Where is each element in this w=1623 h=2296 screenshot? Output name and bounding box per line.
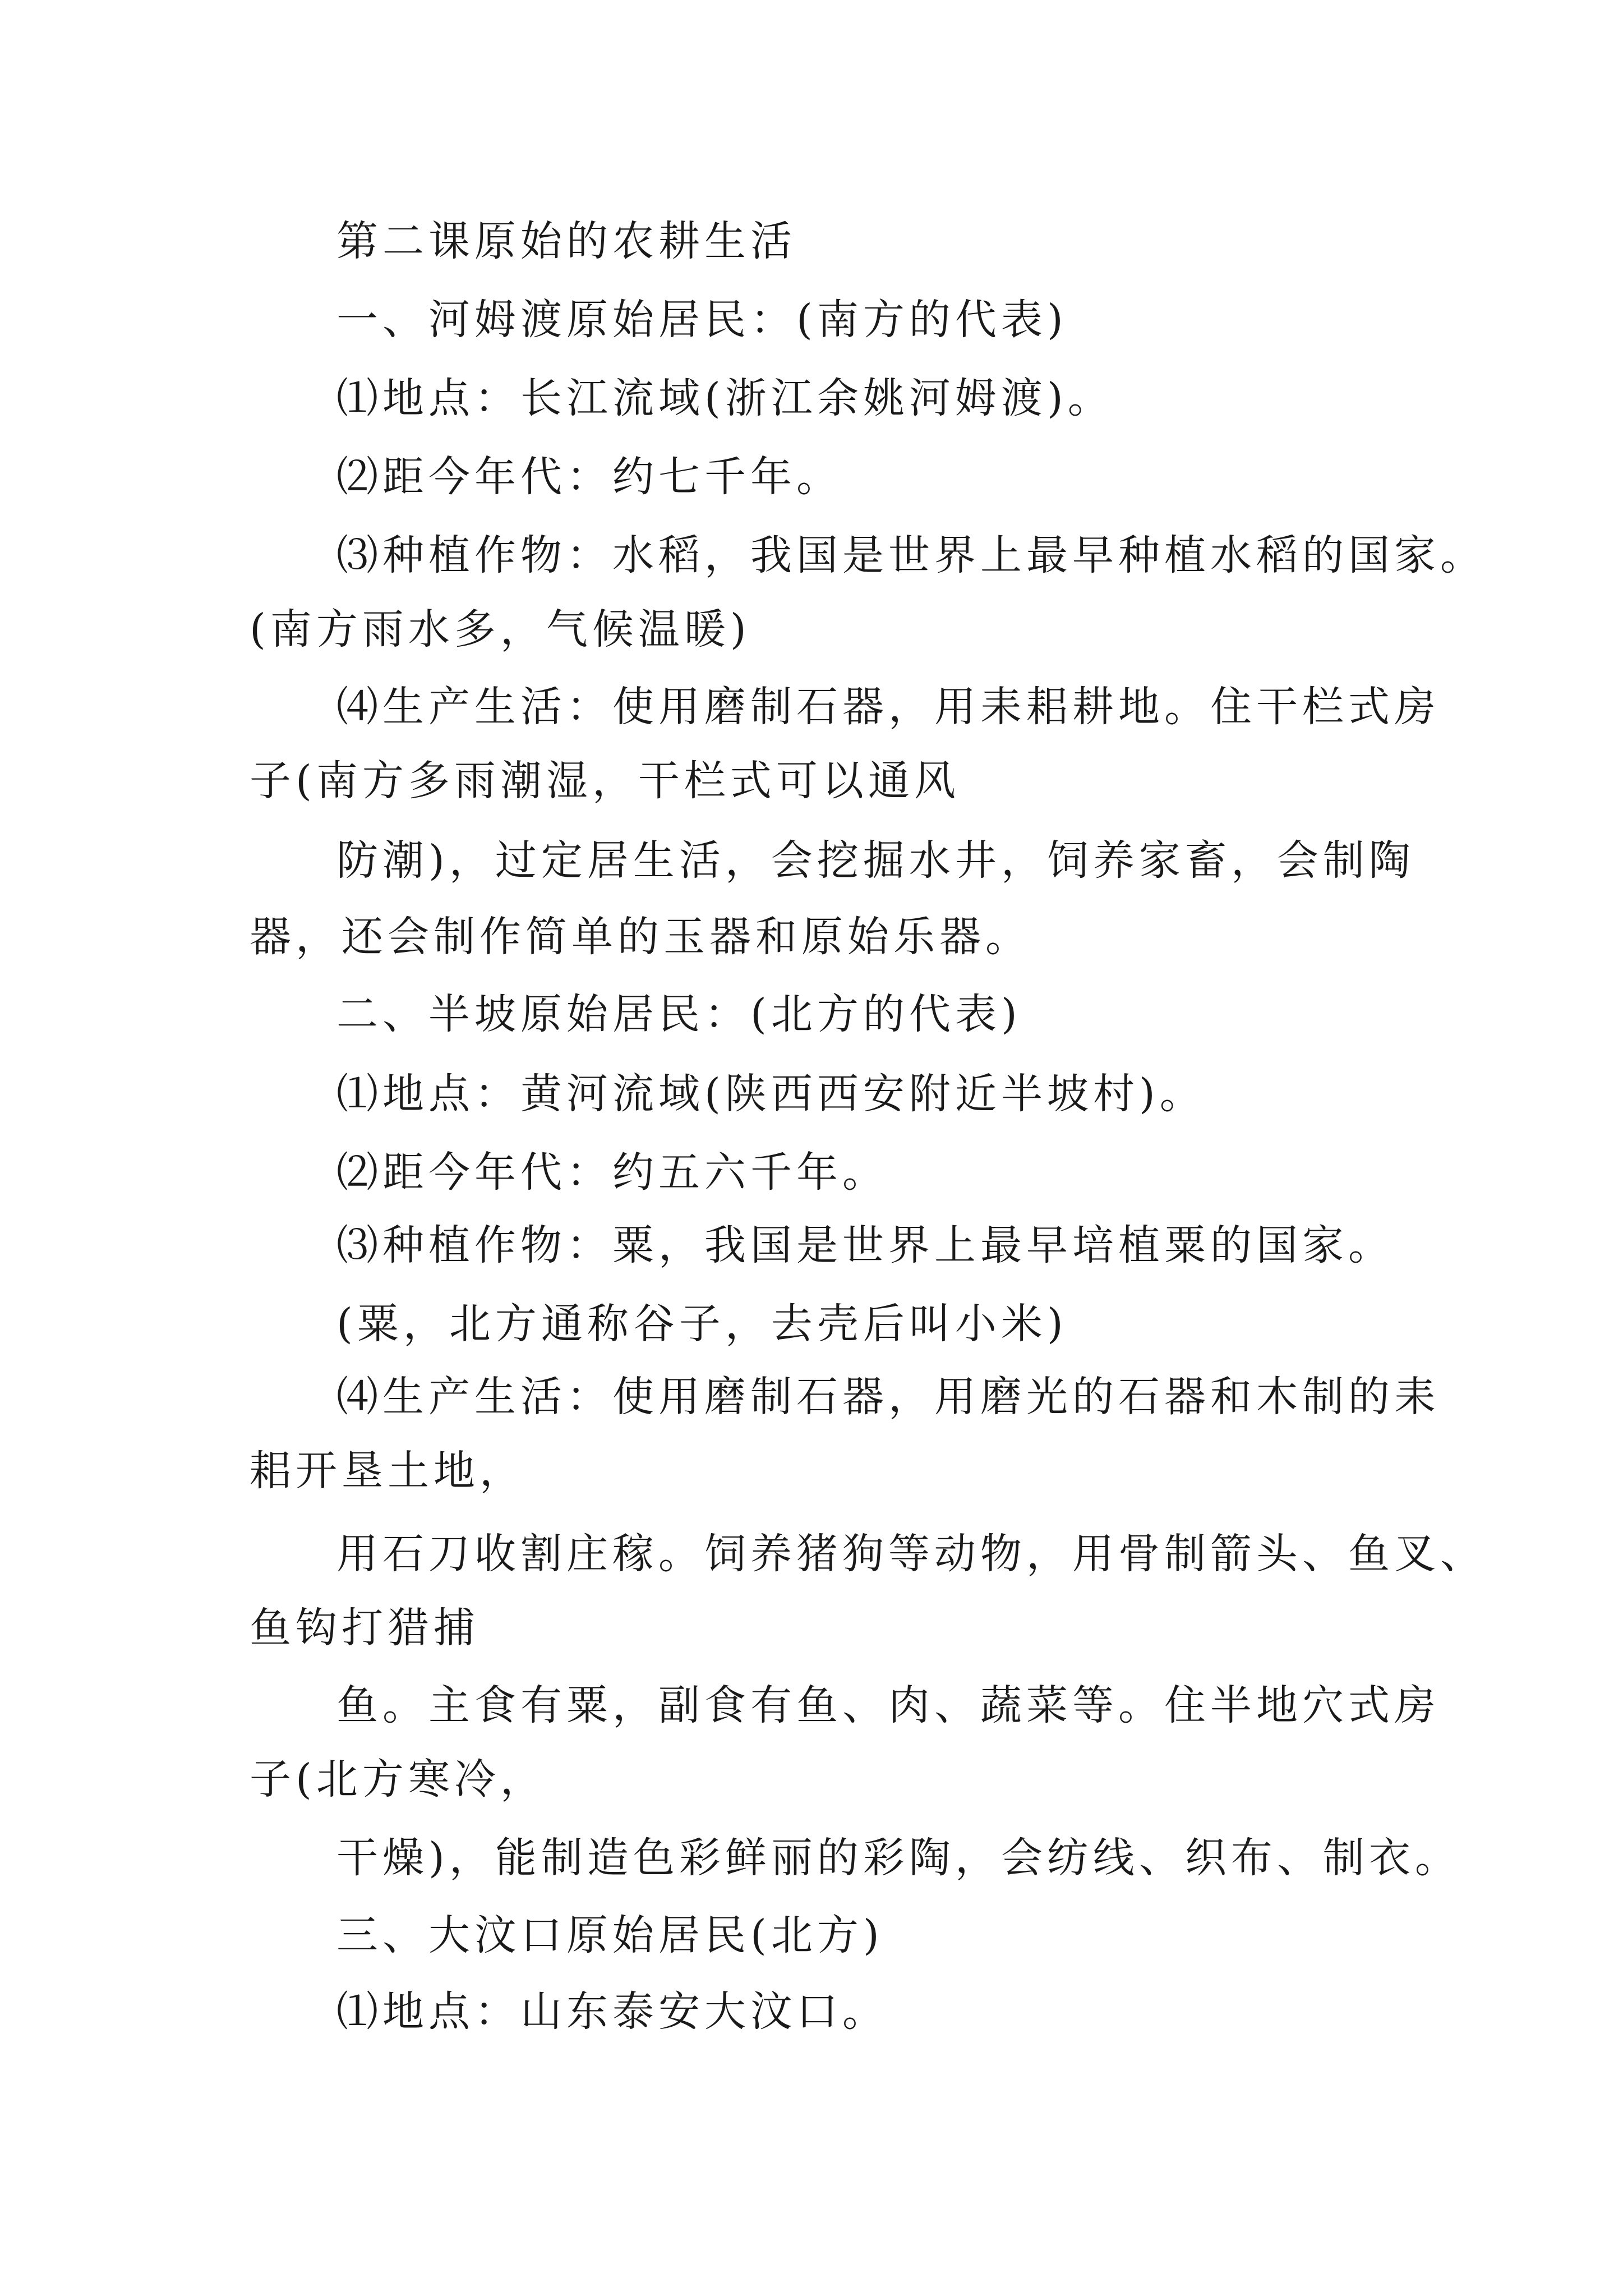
section-heading: 二、半坡原始居民：(北方的代表) — [336, 990, 1022, 1038]
section-heading: 一、河姆渡原始居民：(南方的代表) — [336, 296, 1068, 344]
paragraph-line: 鱼钩打猎捕 — [250, 1604, 479, 1652]
paragraph-line: ⑴地点：长江流域(浙江余姚河姆渡)。 — [336, 374, 1114, 422]
paragraph-line: 鱼。主食有粟，副食有鱼、肉、蔬菜等。住半地穴式房 — [336, 1681, 1440, 1729]
paragraph-line: (粟，北方通称谷子，去壳后叫小米) — [336, 1300, 1068, 1348]
section-heading: 三、大汶口原始居民(北方) — [336, 1911, 884, 1959]
paragraph-line: ⑵距今年代：约七千年。 — [336, 453, 842, 501]
paragraph-line: 防潮)，过定居生活，会挖掘水井，饲养家畜，会制陶 — [336, 836, 1415, 885]
paragraph-line: 干燥)，能制造色彩鲜丽的彩陶，会纺线、织布、制衣。 — [336, 1834, 1461, 1882]
paragraph-line: ⑶种植作物：粟，我国是世界上最早培植粟的国家。 — [336, 1221, 1394, 1269]
paragraph-line: 子(南方多雨潮湿，干栏式可以通风 — [250, 757, 960, 805]
paragraph-line: 耜开垦土地， — [250, 1447, 525, 1495]
paragraph-line: ⑴地点：黄河流域(陕西西安附近半坡村)。 — [336, 1070, 1206, 1118]
paragraph-line: 用石刀收割庄稼。饲养猪狗等动物，用骨制箭头、鱼叉、 — [336, 1530, 1486, 1578]
paragraph-line: 器，还会制作简单的玉器和原始乐器。 — [250, 913, 1031, 961]
paragraph-line: (南方雨水多，气候温暖) — [250, 605, 751, 654]
paragraph-line: ⑶种植作物：水稻，我国是世界上最早种植水稻的国家。 — [336, 531, 1486, 579]
paragraph-line: ⑷生产生活：使用磨制石器，用耒耜耕地。住干栏式房 — [336, 683, 1440, 731]
lesson-title: 第二课原始的农耕生活 — [336, 217, 796, 265]
paragraph-line: ⑵距今年代：约五六千年。 — [336, 1148, 888, 1197]
paragraph-line: ⑴地点：山东泰安大汶口。 — [336, 1987, 888, 2036]
paragraph-line: ⑷生产生活：使用磨制石器，用磨光的石器和木制的耒 — [336, 1373, 1440, 1421]
paragraph-line: 子(北方寒冷， — [250, 1755, 546, 1803]
